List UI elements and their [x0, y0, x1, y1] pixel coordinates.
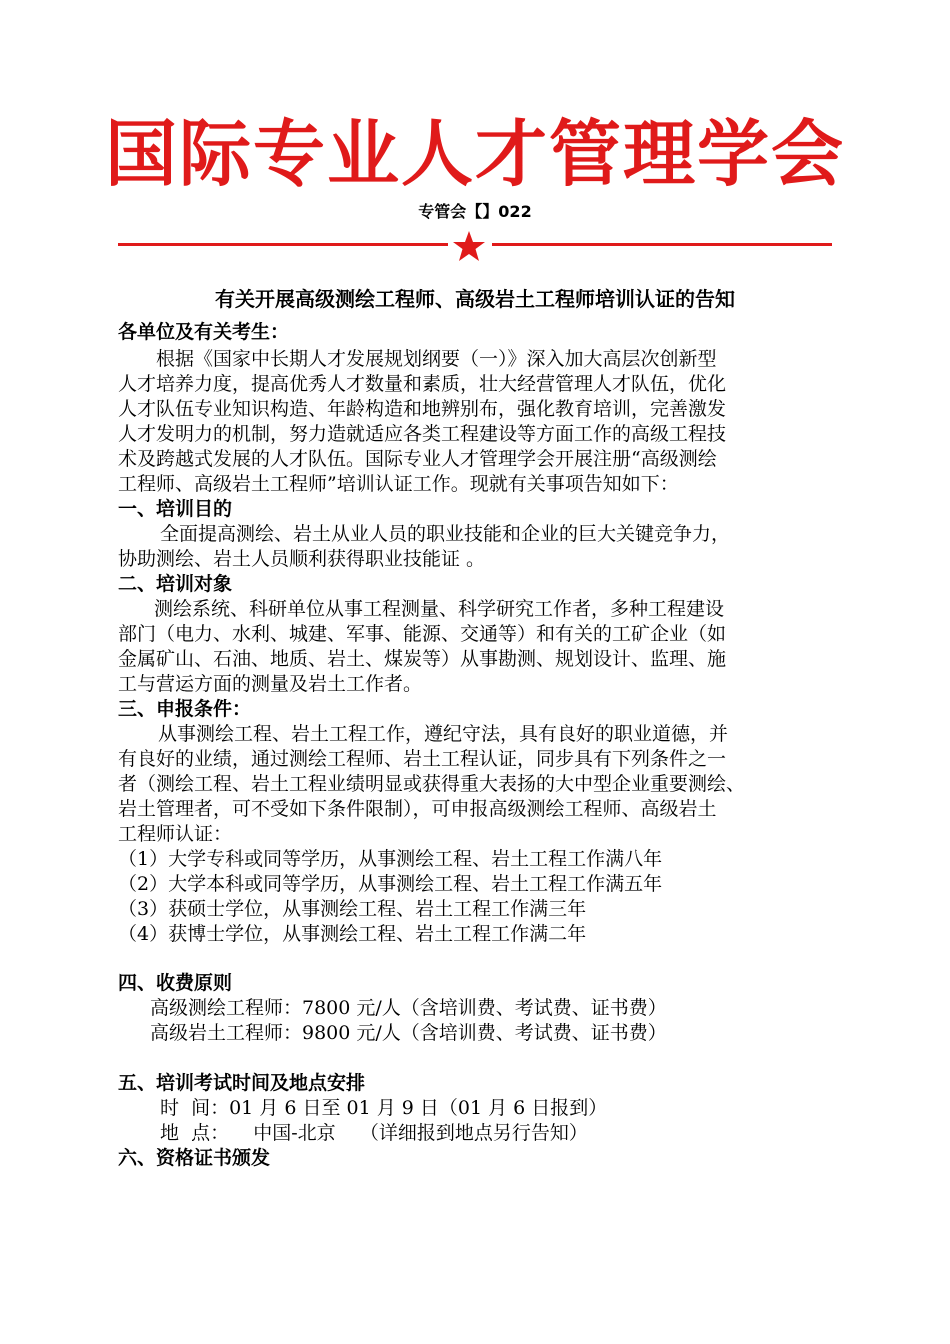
- red-star-icon: [452, 230, 486, 262]
- divider-left: [118, 243, 448, 246]
- intro-line: 根据《国家中长期人才发展规划纲要（一）》深入加大高层次创新型: [156, 348, 717, 370]
- schedule-time: 时 间：01 月 6 日至 01 月 9 日（01 月 6 日报到）: [160, 1097, 608, 1119]
- purpose-line: 协助测绘、岩土人员顺利获得职业技能证 。: [118, 548, 486, 570]
- requirement-item: （1）大学专科或同等学历，从事测绘工程、岩土工程工作满八年: [118, 848, 663, 870]
- purpose-line: 全面提高测绘、岩土从业人员的职业技能和企业的巨大关键竞争力，: [160, 523, 731, 545]
- section-heading-target: 二、培训对象: [118, 573, 233, 595]
- requirements-line: 岩土管理者，可不受如下条件限制），可申报高级测绘工程师、高级岩土: [118, 798, 717, 820]
- section-heading-schedule: 五、培训考试时间及地点安排: [118, 1072, 366, 1094]
- fee-line: 高级岩土工程师：9800 元/人（含培训费、考试费、证书费）: [150, 1022, 667, 1044]
- requirement-item: （4）获博士学位，从事测绘工程、岩土工程工作满二年: [118, 923, 587, 945]
- requirements-line: 者（测绘工程、岩土工程业绩明显或获得重大表扬的大中型企业重要测绘、: [118, 773, 746, 795]
- target-line: 金属矿山、石油、地质、岩土、煤炭等）从事勘测、规划设计、监理、施: [118, 648, 727, 670]
- document-number: 专管会【】022: [418, 202, 532, 221]
- intro-line: 人才队伍专业知识构造、年龄构造和地辨别布，强化教育培训，完善激发: [118, 398, 727, 420]
- intro-line: 人才培养力度，提高优秀人才数量和素质，壮大经营管理人才队伍，优化: [118, 373, 727, 395]
- salutation: 各单位及有关考生：: [118, 321, 290, 343]
- requirements-line: 有良好的业绩，通过测绘工程师、岩土工程认证，同步具有下列条件之一: [118, 748, 727, 770]
- section-heading-requirements: 三、申报条件：: [118, 698, 252, 720]
- target-line: 部门（电力、水利、城建、军事、能源、交通等）和有关的工矿企业（如: [118, 623, 727, 645]
- target-line: 工与营运方面的测量及岩土工作者。: [118, 673, 423, 695]
- notice-title: 有关开展高级测绘工程师、高级岩土工程师培训认证的告知: [215, 287, 735, 311]
- schedule-location: 地 点： 中国-北京 （详细报到地点另行告知）: [160, 1122, 588, 1144]
- intro-line: 工程师、高级岩土工程师”培训认证工作。现就有关事项告知如下：: [118, 473, 679, 495]
- requirements-line: 从事测绘工程、岩土工程工作，遵纪守法，具有良好的职业道德，并: [158, 723, 729, 745]
- requirement-item: （3）获硕士学位，从事测绘工程、岩土工程工作满三年: [118, 898, 587, 920]
- requirement-item: （2）大学本科或同等学历，从事测绘工程、岩土工程工作满五年: [118, 873, 663, 895]
- target-line: 测绘系统、科研单位从事工程测量、科学研究工作者，多种工程建设: [154, 598, 725, 620]
- section-heading-certificate: 六、资格证书颁发: [118, 1147, 271, 1169]
- section-heading-purpose: 一、培训目的: [118, 498, 233, 520]
- org-title: 国际专业人才管理学会: [104, 112, 845, 196]
- divider-right: [492, 243, 832, 246]
- requirements-line: 工程师认证：: [118, 823, 233, 845]
- intro-line: 人才发明力的机制，努力造就适应各类工程建设等方面工作的高级工程技: [118, 423, 727, 445]
- fee-line: 高级测绘工程师：7800 元/人（含培训费、考试费、证书费）: [150, 997, 667, 1019]
- section-heading-fees: 四、收费原则: [118, 972, 233, 994]
- intro-line: 术及跨越式发展的人才队伍。国际专业人才管理学会开展注册“高级测绘: [118, 448, 717, 470]
